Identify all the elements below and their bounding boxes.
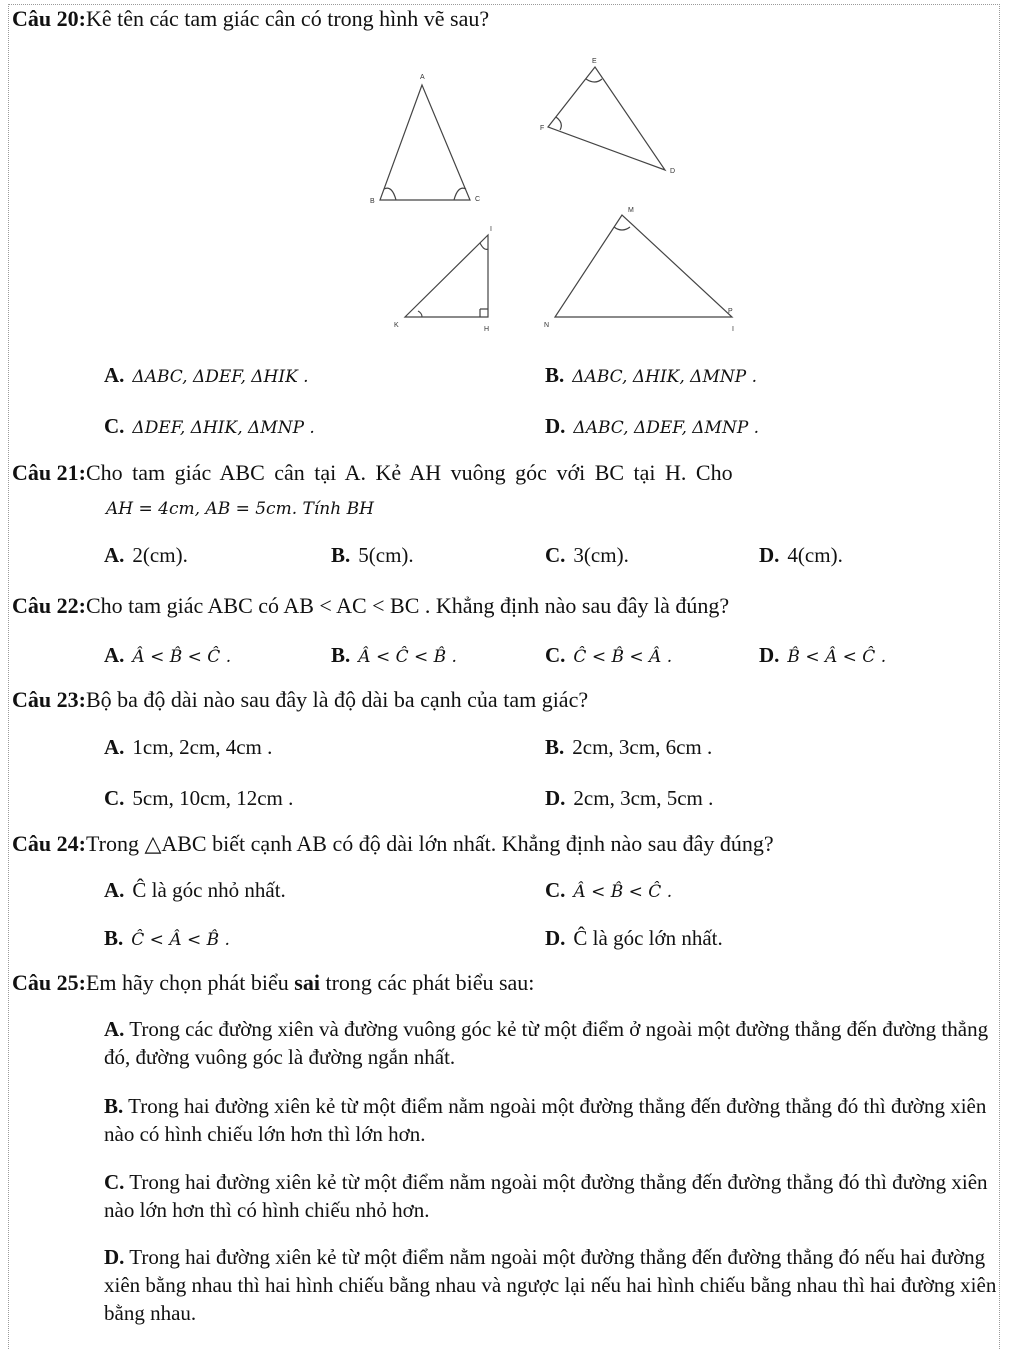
option-b[interactable]: B. 2cm, 3cm, 6cm . <box>545 735 713 759</box>
question-20 <box>12 6 489 32</box>
point-label-p: P <box>728 308 733 315</box>
point-label-h: H <box>484 326 490 333</box>
point-label-n: N <box>544 322 550 329</box>
point-label-f: F <box>540 125 545 132</box>
point-label-i2: I <box>732 326 734 333</box>
option-c[interactable]: C. 3(cm). <box>545 543 629 567</box>
question-text: Trong △ABC biết cạnh AB có độ dài lớn nhất. Khẳng định nào sau đây đúng? <box>85 831 774 856</box>
angle-mark-b <box>384 188 396 200</box>
point-label-d: D <box>670 168 676 175</box>
angle-mark-c <box>454 188 466 200</box>
right-angle-h <box>480 309 488 317</box>
question-22: Câu 22:Cho tam giác ABC có AB < AC < BC . Khẳng định nào sau đây là đúng? <box>12 593 730 618</box>
option-b[interactable]: B. Ĉ < Â < B̂ . <box>104 926 230 950</box>
option-d[interactable]: D. Trong hai đường xiên kẻ từ một điểm nằm ngoài một đường thẳng đến đường thẳng đó nếu hai đường xiên bằng nhau thì hai hình chiếu bằng nhau và ngược lại nếu hai hình chiếu bằng nhau thì hai đường xiên bằng nhau. <box>104 1245 997 1325</box>
angle-mark-i <box>480 243 488 249</box>
option-d[interactable]: D. Ĉ là góc lớn nhất. <box>545 926 723 950</box>
option-d[interactable]: D. 2cm, 3cm, 5cm . <box>545 786 714 810</box>
question-label: Câu 20: <box>12 6 86 31</box>
option-a[interactable]: A. 1cm, 2cm, 4cm . <box>104 735 273 759</box>
angle-mark-f <box>556 117 561 130</box>
question-text: Kê tên các tam giác cân có trong hình vẽ sau? <box>85 6 490 31</box>
angle-mark-k <box>418 311 422 317</box>
option-b[interactable]: B. ΔABC, ΔHIK, ΔMNP . <box>545 363 757 387</box>
point-label-e: E <box>592 58 597 65</box>
option-a[interactable]: A. ΔABC, ΔDEF, ΔHIK . <box>104 363 309 387</box>
option-c[interactable]: C. 5cm, 10cm, 12cm . <box>104 786 294 810</box>
option-a[interactable]: A. Ĉ là góc nhỏ nhất. <box>104 878 286 902</box>
point-label-c: C <box>475 196 481 203</box>
question-text: Cho tam giác ABC cân tại A. Kẻ AH vuông góc với BC tại H. Cho <box>85 460 733 485</box>
triangle-abc <box>380 85 470 200</box>
angle-mark-m <box>614 227 630 230</box>
option-a[interactable]: A. Trong các đường xiên và đường vuông góc kẻ từ một điểm ở ngoài một đường thẳng đến đường thẳng đó, đường vuông góc là đường ngắn nhất. <box>104 1017 989 1069</box>
option-d[interactable]: D. ΔABC, ΔDEF, ΔMNP . <box>545 414 760 438</box>
emphasis-sai: sai <box>294 970 320 995</box>
point-label-a: A <box>420 74 425 81</box>
triangle-def <box>548 67 665 170</box>
option-c[interactable]: C. Trong hai đường xiên kẻ từ một điểm nằm ngoài một đường thẳng đến đường thẳng đó thì đường xiên nào lớn hơn thì có hình chiếu nhỏ hơn. <box>104 1170 988 1222</box>
question-23: Câu 23:Bộ ba độ dài nào sau đây là độ dài ba cạnh của tam giác? <box>12 687 589 712</box>
point-label-b: B <box>370 198 375 205</box>
triangle-hik <box>405 235 488 317</box>
option-a[interactable]: A. Â < B̂ < Ĉ . <box>104 643 232 667</box>
question-24: Câu 24:Trong △ABC biết cạnh AB có độ dài lớn nhất. Khẳng định nào sau đây đúng? <box>12 831 774 856</box>
isosceles-triangles-figure <box>360 55 760 345</box>
question-text: Cho tam giác ABC có AB < AC < BC . Khẳng định nào sau đây là đúng? <box>85 593 730 618</box>
option-b[interactable]: B. 5(cm). <box>331 543 414 567</box>
option-b[interactable]: B. Â < Ĉ < B̂ . <box>331 643 457 667</box>
option-d[interactable]: D. 4(cm). <box>759 543 843 567</box>
triangle-mnp <box>555 215 732 317</box>
point-label-k: K <box>394 322 399 329</box>
option-c[interactable]: C. ΔDEF, ΔHIK, ΔMNP . <box>104 414 315 438</box>
point-label-m: M <box>628 207 634 214</box>
option-b[interactable]: B. Trong hai đường xiên kẻ từ một điểm nằm ngoài một đường thẳng đến đường thẳng đó thì đường xiên nào có hình chiếu lớn hơn thì lớn hơn. <box>104 1094 987 1146</box>
option-a[interactable]: A. 2(cm). <box>104 543 188 567</box>
question-21: Câu 21:Cho tam giác ABC cân tại A. Kẻ AH vuông góc với BC tại H. Cho <box>12 460 733 485</box>
question-text: Bộ ba độ dài nào sau đây là độ dài ba cạnh của tam giác? <box>85 687 589 712</box>
question-25: Câu 25:Em hãy chọn phát biểu sai trong các phát biểu sau: <box>12 970 535 995</box>
option-c[interactable]: C. Ĉ < B̂ < Â . <box>545 643 673 667</box>
question-21-line-2: AH = 4cm, AB = 5cm. Tính BH <box>106 499 374 519</box>
angle-mark-e <box>586 79 602 82</box>
option-c[interactable]: C. Â < B̂ < Ĉ . <box>545 878 673 902</box>
option-d[interactable]: D. B̂ < Â < Ĉ . <box>759 643 887 667</box>
point-label-i: I <box>490 226 492 233</box>
